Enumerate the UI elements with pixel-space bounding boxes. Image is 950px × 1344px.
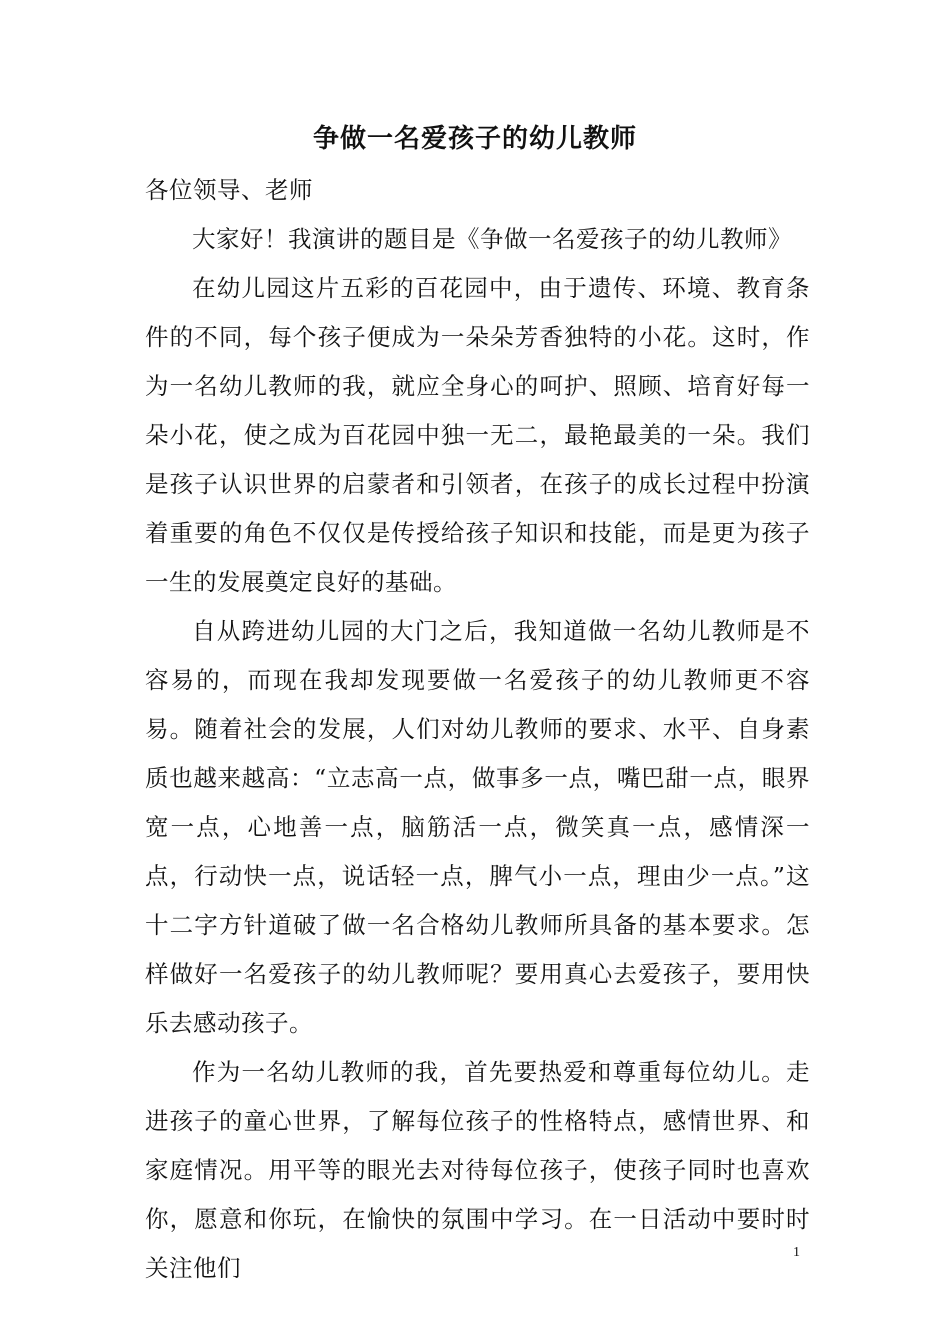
paragraph-1: 在幼儿园这片五彩的百花园中，由于遗传、环境、教育条件的不同，每个孩子便成为一朵朵芳香独特的小花。这时，作为一名幼儿教师的我，就应全身心的呵护、照顾、培育好每一朵小花，使之成为百花园中独一无二，最艳最美的一朵。我们是孩子认识世界的启蒙者和引领者，在孩子的成长过程中扮演着重要的角色不仅仅是传授给孩子知识和技能，而是更为孩子一生的发展奠定良好的基础。	[145, 274, 810, 596]
paragraph-2: 自从跨进幼儿园的大门之后，我知道做一名幼儿教师是不容易的，而现在我却发现要做一名爱孩子的幼儿教师更不容易。随着社会的发展，人们对幼儿教师的要求、水平、自身素质也越来越高：“立志高一点，做事多一点，嘴巴甜一点，眼界宽一点，心地善一点，脑筋活一点，微笑真一点，感情深一点，行动快一点，说话轻一点，脾气小一点，理由少一点。”这十二字方针道破了做一名合格幼儿教师所具备的基本要求。怎样做好一名爱孩子的幼儿教师呢？要用真心去爱孩子，要用快乐去感动孩子。	[145, 617, 810, 1037]
document-body	[145, 215, 810, 1293]
paragraph-intro: 大家好！我演讲的题目是《争做一名爱孩子的幼儿教师》	[192, 225, 792, 253]
greeting: 各位领导、老师	[145, 176, 313, 204]
paragraph-3: 作为一名幼儿教师的我，首先要热爱和尊重每位幼儿。走进孩子的童心世界，了解每位孩子的性格特点，感情世界、和家庭情况。用平等的眼光去对待每位孩子，使孩子同时也喜欢你，愿意和你玩，在愉快的氛围中学习。在一日活动中要时时关注他们	[145, 1058, 810, 1282]
document-title: 争做一名爱孩子的幼儿教师	[312, 124, 637, 154]
page-number: 1	[793, 1245, 800, 1260]
